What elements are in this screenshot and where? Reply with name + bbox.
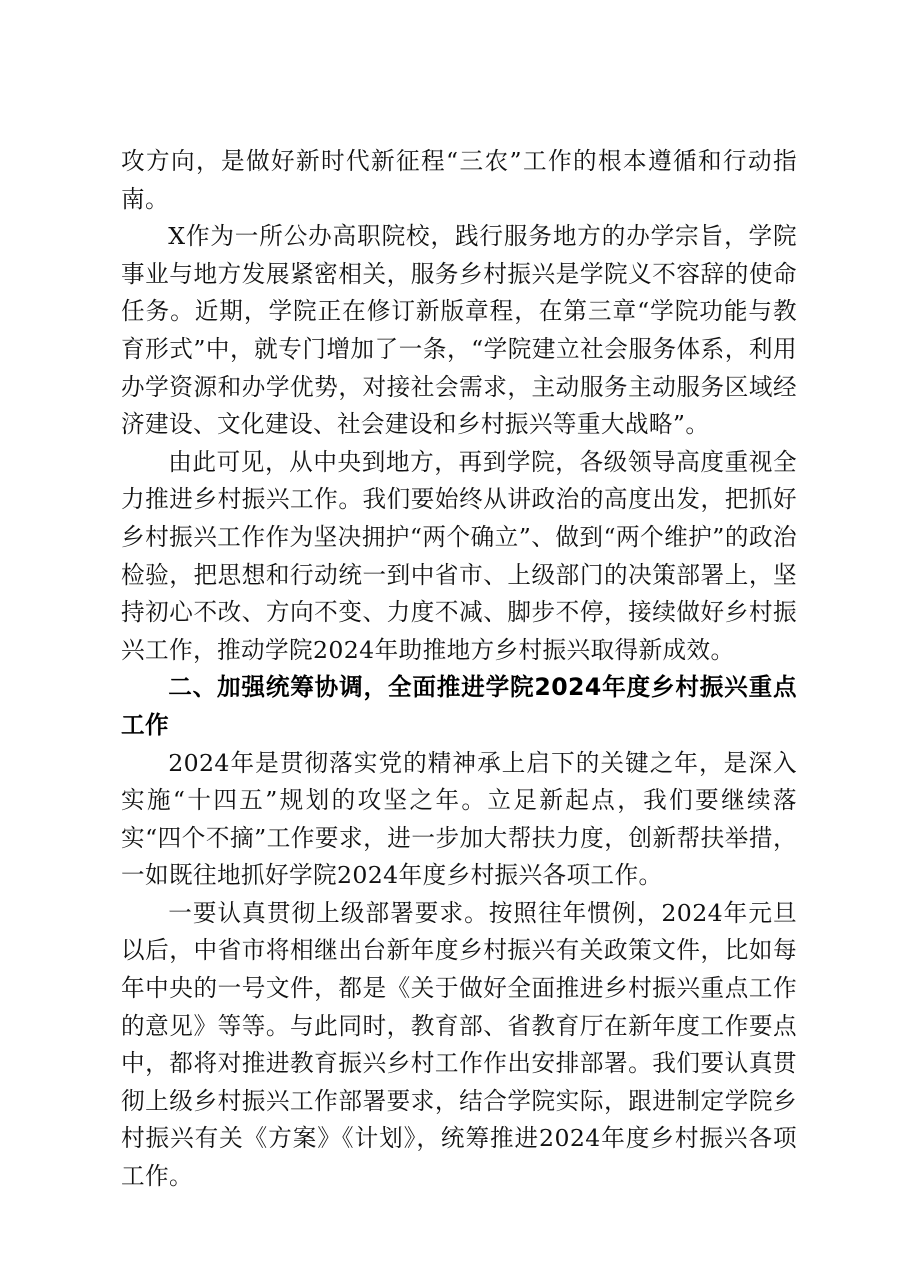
paragraph-implement-directives: 一要认真贯彻上级部署要求。按照往年惯例，2024年元旦以后，中省市将相继出台新年度乡村振兴有关政策文件，比如每年中央的一号文件，都是《关于做好全面推进乡村振兴重点工作的意见》等等。与此同时，教育部、省教育厅在新年度工作要点中，都将对推进教育振兴乡村工作作出安排部署。我们要认真贯彻上级乡村振兴工作部署要求，结合学院实际，跟进制定学院乡村振兴有关《方案》《计划》，统筹推进2024年度乡村振兴各项工作。 xyxy=(121,898,797,1191)
paragraph-2024-overview: 2024年是贯彻落实党的精神承上启下的关键之年，是深入实施“十四五”规划的攻坚之年。立足新起点，我们要继续落实“四个不摘”工作要求，进一步加大帮扶力度，创新帮扶举措，一如既往地抓好学院2024年度乡村振兴各项工作。 xyxy=(121,748,797,890)
paragraph-college-mission: X作为一所公办高职院校，践行服务地方的办学宗旨，学院事业与地方发展紧密相关，服务乡村振兴是学院义不容辞的使命任务。近期，学院正在修订新版章程，在第三章“学院功能与教育形式”中，就专门增加了一条，“学院建立社会服务体系，利用办学资源和办学优势，对接社会需求，主动服务主动服务区域经济建设、文化建设、社会建设和乡村振兴等重大战略”。 xyxy=(121,222,797,439)
section-heading: 二、加强统筹协调，全面推进学院2024年度乡村振兴重点工作 xyxy=(121,673,797,739)
document-page xyxy=(121,143,797,1196)
paragraph-leadership-priority: 由此可见，从中央到地方，再到学院，各级领导高度重视全力推进乡村振兴工作。我们要始终从讲政治的高度出发，把抓好乡村振兴工作作为坚决拥护“两个确立”、做到“两个维护”的政治检验，把思想和行动统一到中省市、上级部门的决策部署上，坚持初心不改、方向不变、力度不减、脚步不停，接续做好乡村振兴工作，推动学院2024年助推地方乡村振兴取得新成效。 xyxy=(121,447,797,664)
paragraph-continuation: 攻方向，是做好新时代新征程“三农”工作的根本遵循和行动指南。 xyxy=(121,147,797,213)
